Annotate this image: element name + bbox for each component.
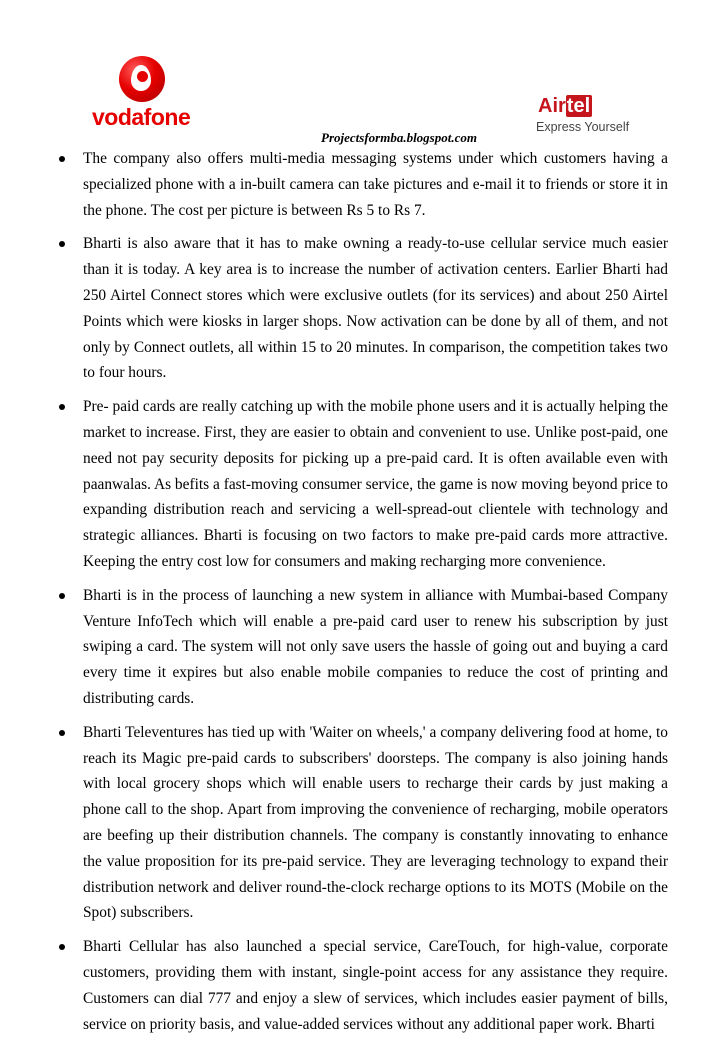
airtel-wordmark xyxy=(538,94,592,118)
airtel-wordmark-prefix: Air xyxy=(538,95,566,117)
bullet-icon xyxy=(59,241,65,247)
document-body xyxy=(56,146,668,1045)
list-item xyxy=(56,934,668,1037)
bullet-icon xyxy=(59,404,65,410)
vodafone-logo xyxy=(92,56,192,132)
bullet-list xyxy=(56,146,668,1037)
bullet-icon xyxy=(59,730,65,736)
paragraph-text: Bharti is also aware that it has to make owning a ready-to-use cellular service much easier than it is today. A key area is to increase the number of activation centers. Earlier Bharti had 250 Airtel Connect stores which were exclusive outlets (for its services) and about 250 Airtel Points which were kiosks in larger shops. Now activation can be done by all of them, and not only by Connect outlets, all within 15 to 20 minutes. In comparison, the competition takes two to four hours. xyxy=(83,235,668,382)
bullet-icon xyxy=(59,593,65,599)
paragraph-text: Bharti Cellular has also launched a special service, CareTouch, for high-value, corporate customers, providing them with instant, single-point access for any assistance they require. Customers can dial 777 and enjoy a slew of services, which includes easier payment of bills, service on priority basis, and value-added services without any additional paper work. Bharti xyxy=(83,938,668,1033)
bullet-icon xyxy=(59,156,65,162)
list-item xyxy=(56,146,668,223)
site-header: Projectsformba.blogspot.com xyxy=(321,130,477,145)
list-item xyxy=(56,720,668,926)
paragraph-text: Bharti is in the process of launching a new system in alliance with Mumbai-based Company Venture InfoTech which will enable a pre-paid card user to renew his subscription by just swiping a card. The system will not only save users the hassle of going out and buying a card every time it expires but also enable mobile companies to reduce the cost of printing and distributing cards. xyxy=(83,586,668,707)
vodafone-wordmark: vodafone xyxy=(92,104,191,130)
airtel-tagline: Express Yourself xyxy=(536,120,630,134)
paragraph-text: Bharti Televentures has tied up with 'Waiter on wheels,' a company delivering food at home, to reach its Magic pre-paid cards to subscribers' doorsteps. The company is also joining hands with local grocery shops which will enable users to recharge their cards by just making a phone call to the shop. Apart from improving the convenience of recharging, mobile operators are beefing up their distribution channels. The company is constantly innovating to enhance the value proposition for its pre-paid service. They are leveraging technology to expand their distribution network and deliver round-the-clock recharge options to its MOTS (Mobile on the Spot) subscribers. xyxy=(83,723,668,922)
bullet-icon xyxy=(59,944,65,950)
airtel-wordmark-suffix: tel xyxy=(566,95,591,117)
vodafone-speechmark-dot xyxy=(137,71,148,82)
paragraph-text: The company also offers multi-media messaging systems under which customers having a specialized phone with a in-built camera can take pictures and e-mail it to friends or store it in the phone. The cost per picture is between Rs 5 to Rs 7. xyxy=(83,150,668,219)
list-item xyxy=(56,394,668,575)
list-item xyxy=(56,583,668,712)
list-item xyxy=(56,231,668,386)
paragraph-text: Pre- paid cards are really catching up with the mobile phone users and it is actually helping the market to increase. First, they are easier to obtain and convenient to use. Unlike post-paid, one need not pay security deposits for picking up a pre-paid card. It is often available even with paanwalas. As befits a fast-moving consumer service, the game is now moving beyond price to expanding distribution reach and servicing a well-spread-out clientele with technology and strategic alliances. Bharti is focusing on two factors to make pre-paid cards more attractive. Keeping the entry cost low for consumers and making recharging more convenience. xyxy=(83,398,668,570)
